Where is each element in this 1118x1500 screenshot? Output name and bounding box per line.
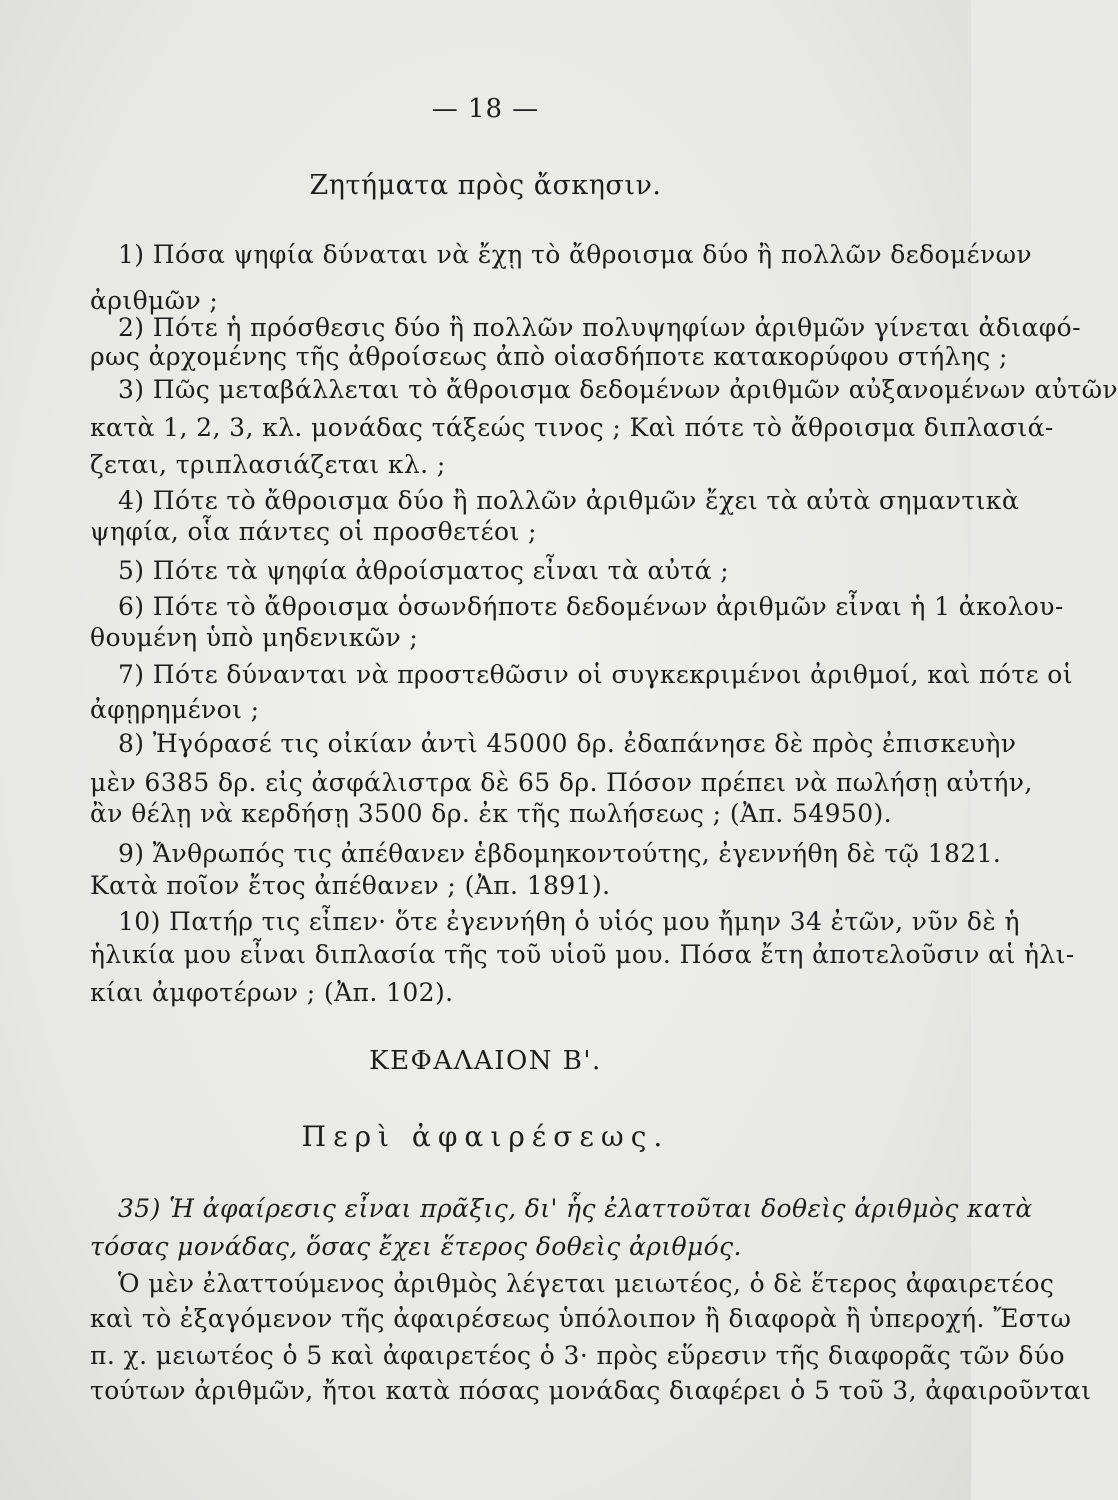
exercise-line: ψηφία, οἷα πάντες οἱ προσθετέοι ; — [90, 517, 537, 546]
page-number: — 18 — — [431, 94, 540, 124]
exercise-line: ἂν θέλῃ νὰ κερδήσῃ 3500 δρ. ἐκ τῆς πωλήσεως ; (Ἀπ. 54950). — [90, 799, 892, 828]
exercise-line: 4) Πότε τὸ ἄθροισμα δύο ἢ πολλῶν ἀριθμῶν ἔχει τὰ αὐτὰ σημαντικὰ — [118, 486, 1020, 515]
exercise-line: 1) Πόσα ψηφία δύναται νὰ ἔχῃ τὸ ἄθροισμα δύο ἢ πολλῶν δεδομένων — [118, 240, 1032, 269]
exercise-line: 5) Πότε τὰ ψηφία ἀθροίσματος εἶναι τὰ αὐτά ; — [118, 556, 730, 585]
exercise-line: Κατὰ ποῖον ἔτος ἀπέθανεν ; (Ἀπ. 1891). — [90, 871, 611, 900]
exercise-line: μὲν 6385 δρ. εἰς ἀσφάλιστρα δὲ 65 δρ. Πόσον πρέπει νὰ πωλήσῃ αὐτήν, — [90, 768, 1033, 797]
exercise-line: ἀριθμῶν ; — [90, 286, 219, 315]
exercises-heading: Ζητήματα πρὸς ἄσκησιν. — [309, 170, 662, 201]
exercise-line: 3) Πῶς μεταβάλλεται τὸ ἄθροισμα δεδομένων ἀριθμῶν αὐξανομένων αὐτῶν — [118, 375, 1118, 404]
exercise-line: ἡλικία μου εἶναι διπλασία τῆς τοῦ υἱοῦ μου. Πόσα ἔτη ἀποτελοῦσιν αἱ ἡλι- — [90, 940, 1075, 969]
chapter-heading: ΚΕΦΑΛΑΙΟΝ Β'. — [369, 1046, 602, 1076]
exercise-line: θουμένη ὑπὸ μηδενικῶν ; — [90, 623, 419, 652]
exercise-line: 9) Ἄνθρωπός τις ἀπέθανεν ἑβδομηκοντούτης, ἐγεννήθη δὲ τῷ 1821. — [118, 839, 1002, 868]
exercise-line: 7) Πότε δύνανται νὰ προστεθῶσιν οἱ συγκεκριμένοι ἀριθμοί, καὶ πότε οἱ — [118, 660, 1073, 689]
exercise-line: ἀφῃρημένοι ; — [90, 695, 260, 724]
exercise-line: 10) Πατήρ τις εἶπεν· ὅτε ἐγεννήθη ὁ υἱός μου ἤμην 34 ἐτῶν, νῦν δὲ ἡ — [118, 907, 1020, 936]
definition-line: π. χ. μειωτέος ὁ 5 καὶ ἀφαιρετέος ὁ 3· πρὸς εὕρεσιν τῆς διαφορᾶς τῶν δύο — [90, 1341, 1065, 1370]
exercise-line: 2) Πότε ἡ πρόσθεσις δύο ἢ πολλῶν πολυψηφίων ἀριθμῶν γίνεται ἀδιαφό- — [118, 313, 1081, 342]
exercise-line: ζεται, τριπλασιάζεται κλ. ; — [90, 450, 446, 479]
section-heading: Περὶ ἀφαιρέσεως. — [301, 1120, 670, 1153]
definition-line: 35) Ἡ ἀφαίρεσις εἶναι πρᾶξις, δι' ἧς ἐλαττοῦται δοθεὶς ἀριθμὸς κατὰ — [118, 1194, 1033, 1223]
exercise-line: κίαι ἀμφοτέρων ; (Ἀπ. 102). — [90, 978, 454, 1007]
exercise-line: 6) Πότε τὸ ἄθροισμα ὁσωνδήποτε δεδομένων ἀριθμῶν εἶναι ἡ 1 ἀκολου- — [118, 592, 1064, 621]
definition-line: τόσας μονάδας, ὅσας ἔχει ἕτερος δοθεὶς ἀριθμός. — [90, 1232, 742, 1261]
exercise-line: κατὰ 1, 2, 3, κλ. μονάδας τάξεώς τινος ; Καὶ πότε τὸ ἄθροισμα διπλασιά- — [90, 413, 1054, 442]
definition-line: τούτων ἀριθμῶν, ἤτοι κατὰ πόσας μονάδας διαφέρει ὁ 5 τοῦ 3, ἀφαιροῦνται — [90, 1376, 1092, 1405]
definition-line: Ὁ μὲν ἐλαττούμενος ἀριθμὸς λέγεται μειωτέος, ὁ δὲ ἕτερος ἀφαιρετέος — [118, 1269, 1055, 1298]
definition-line: καὶ τὸ ἐξαγόμενον τῆς ἀφαιρέσεως ὑπόλοιπον ἢ διαφορὰ ἢ ὑπεροχή. Ἔστω — [90, 1304, 1072, 1333]
exercise-line: 8) Ἠγόρασέ τις οἰκίαν ἀντὶ 45000 δρ. ἐδαπάνησε δὲ πρὸς ἐπισκευὴν — [118, 729, 1017, 758]
exercise-line: ρως ἀρχομένης τῆς ἀθροίσεως ἀπὸ οἱασδήποτε κατακορύφου στήλης ; — [90, 342, 1008, 371]
